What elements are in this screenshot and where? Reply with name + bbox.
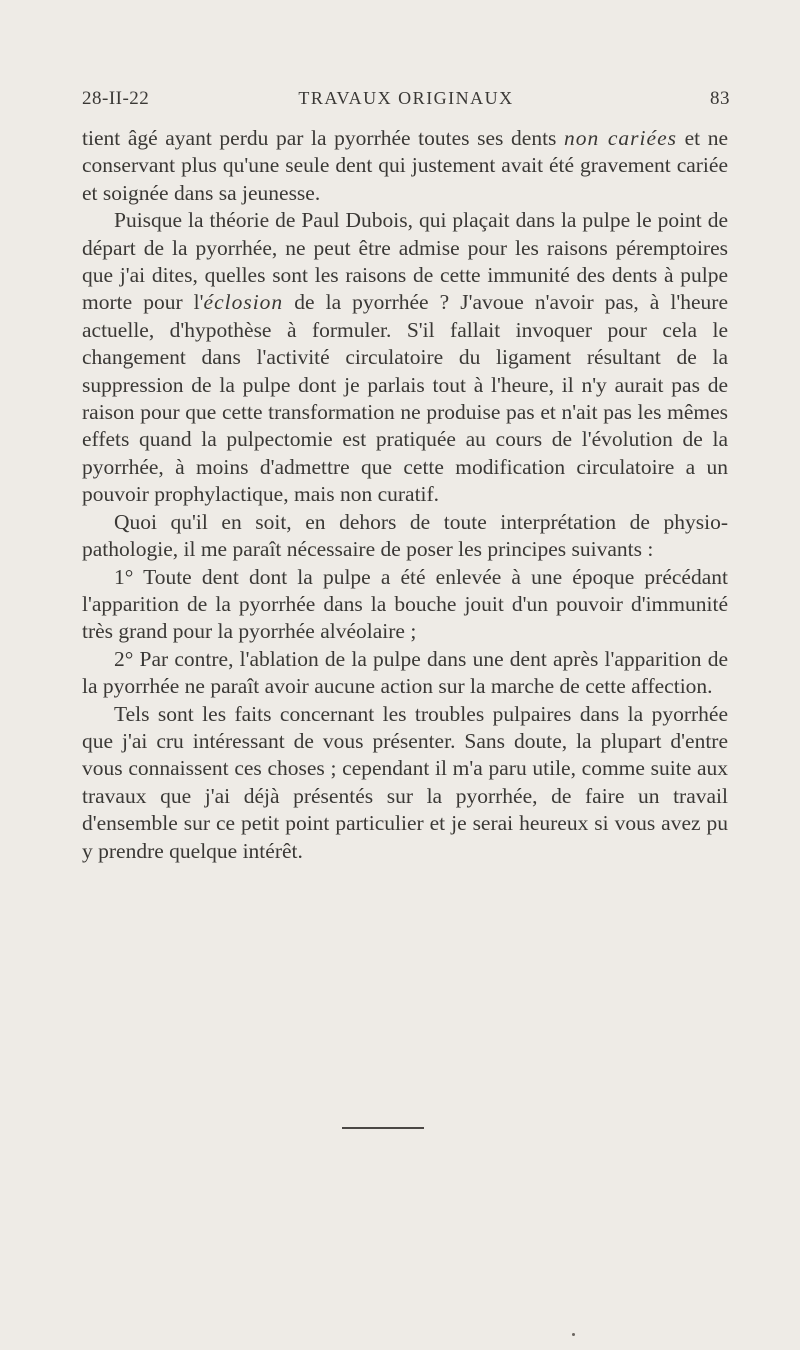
paragraph-conclusion: Tels sont les faits concernant les troubles pulpaires dans la pyorrhée que j'ai cru intéressant de vous présenter. Sans doute, la plupart d'entre vous connaissent ces choses ; cependant il m'a paru utile, comme suite aux travaux que j'ai déjà présentés sur la pyorrhée, de faire un travail d'ensemble sur ce petit point particulier et je serai heureux si vous avez pu y prendre quelque intérêt. — [82, 701, 728, 863]
paragraph-1: tient âgé ayant perdu par la pyorrhée toutes ses dents non cariées et ne conservant plus qu'une seule dent qui justement avait été gravement cariée et soignée dans sa jeunesse. — [82, 126, 729, 205]
principle-1: 1° Toute dent dont la pulpe a été enlevée à une époque précédant l'apparition de la pyorrhée dans la bouche jouit d'un pouvoir d'immunité très grand pour la pyorrhée alvéolaire ; — [82, 564, 728, 644]
header-title: TRAVAUX ORIGINAUX — [298, 88, 514, 108]
paper-speck — [572, 1333, 575, 1336]
end-rule — [342, 1127, 424, 1129]
page-number: 83 — [710, 88, 730, 109]
paragraph-2: Puisque la théorie de Paul Dubois, qui plaçait dans la pulpe le point de départ de la pyorrhée, ne peut être admise pour les raisons péremptoires que j'ai dites, quelles sont les raisons de cette immunité des dents à pulpe morte pour l'éclosion de la pyorrhée ? J'avoue n'avoir pas, à l'heure actuelle, d'hypothèse à formuler. S'il fallait invoquer pour cela le changement dans l'activité circulatoire du ligament résultant de la suppression de la pulpe dont je parlais tout à l'heure, il n'y aurait pas de raison pour que cette transformation ne produise pas et n'ait pas les mêmes effets quand la pulpectomie est pratiquée au cours de l'évolution de la pyorrhée, à moins d'admettre que cette modification circulatoire a un pouvoir prophylactique, mais non curatif. — [82, 208, 729, 507]
emphasis-eclosion: éclosion — [203, 290, 284, 315]
header-date: 28-II-22 — [82, 88, 150, 109]
paragraph-3: Quoi qu'il en soit, en dehors de toute interprétation de physio-pathologie, il me paraît nécessaire de poser les principes suivants : — [82, 509, 728, 562]
body-text — [82, 125, 728, 865]
running-header — [82, 88, 730, 118]
principle-2: 2° Par contre, l'ablation de la pulpe dans une dent après l'apparition de la pyorrhée ne paraît avoir aucune action sur la marche de cette affection. — [82, 646, 728, 699]
emphasis-non-cariees: non cariées — [564, 126, 677, 150]
